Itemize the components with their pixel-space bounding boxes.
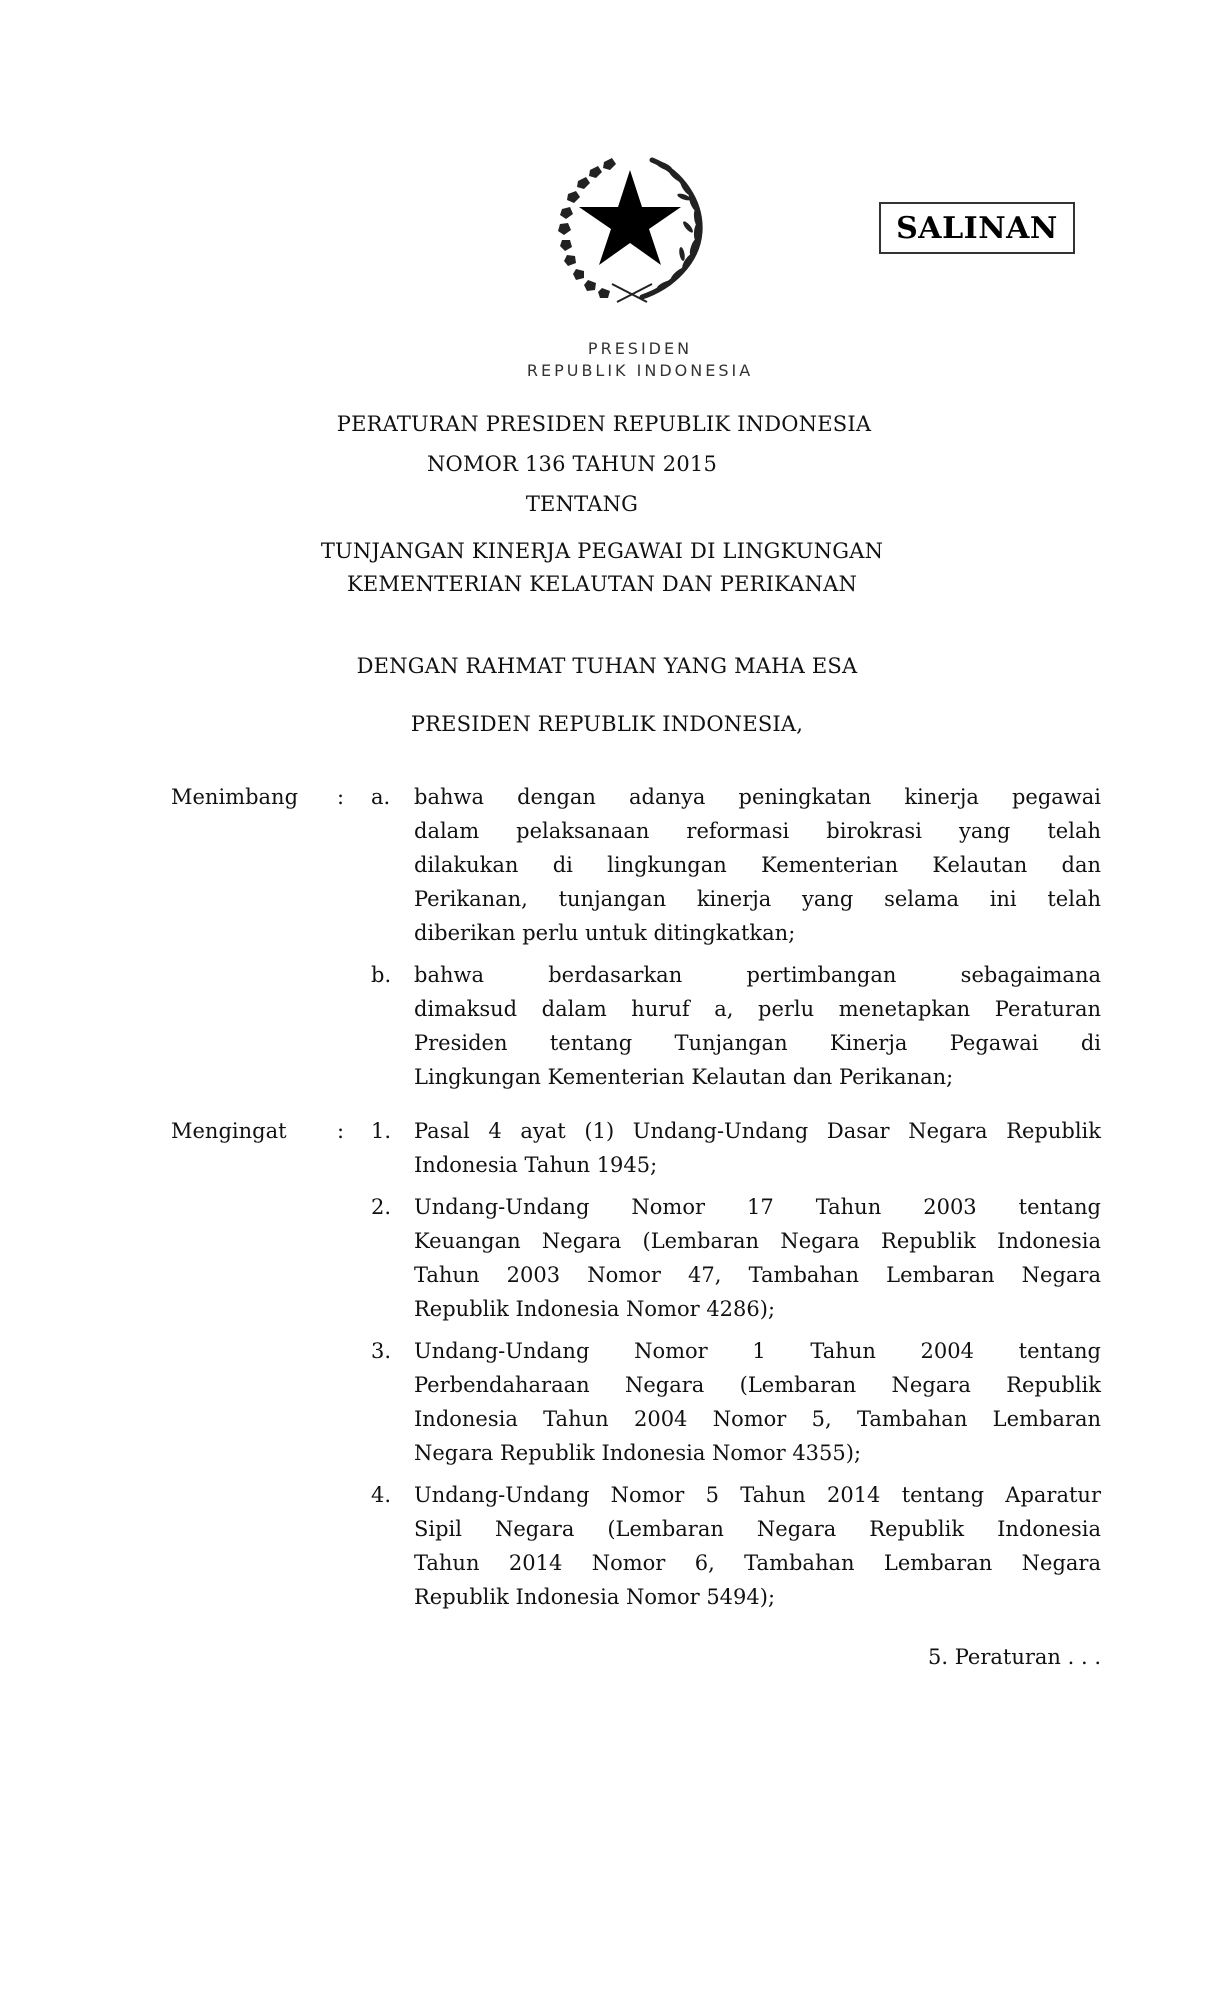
item-line: Perbendaharaan Negara (Lembaran Negara Republik: [414, 1373, 1101, 1397]
item-line: Presiden tentang Tunjangan Kinerja Pegawai di: [414, 1031, 1101, 1055]
regulation-subject-line-1: TUNJANGAN KINERJA PEGAWAI DI LINGKUNGAN: [320, 539, 884, 563]
item-line: Undang-Undang Nomor 5 Tahun 2014 tentang Aparatur: [414, 1483, 1101, 1507]
item-line: Republik Indonesia Nomor 5494);: [414, 1585, 776, 1609]
legal-basis-item-2: [371, 1190, 1101, 1326]
emblem-caption-president: PRESIDEN: [587, 339, 693, 358]
star-icon: [579, 170, 681, 265]
item-line: Tahun 2014 Nomor 6, Tambahan Lembaran Negara: [414, 1551, 1101, 1575]
item-marker: 4.: [371, 1483, 392, 1507]
regulation-number: NOMOR 136 TAHUN 2015: [426, 452, 718, 476]
item-line: dimaksud dalam huruf a, perlu menetapkan Peraturan: [414, 997, 1101, 1021]
regulation-title: PERATURAN PRESIDEN REPUBLIK INDONESIA: [336, 412, 872, 436]
item-line: dilakukan di lingkungan Kementerian Kelautan dan: [414, 853, 1101, 877]
section-colon: :: [337, 785, 345, 809]
regulation-subject-line-2: KEMENTERIAN KELAUTAN DAN PERIKANAN: [346, 572, 858, 596]
issuing-authority: PRESIDEN REPUBLIK INDONESIA,: [410, 712, 804, 736]
item-marker: a.: [371, 785, 391, 809]
legal-basis-item-1: [371, 1114, 1101, 1182]
item-line: Undang-Undang Nomor 17 Tahun 2003 tentang: [414, 1195, 1101, 1219]
item-line: dalam pelaksanaan reformasi birokrasi yang telah: [414, 819, 1101, 843]
consideration-item-b: [371, 958, 1101, 1094]
item-line: Undang-Undang Nomor 1 Tahun 2004 tentang: [414, 1339, 1101, 1363]
item-line: Pasal 4 ayat (1) Undang-Undang Dasar Negara Republik: [414, 1119, 1101, 1143]
invocation: DENGAN RAHMAT TUHAN YANG MAHA ESA: [356, 654, 858, 678]
item-line: bahwa dengan adanya peningkatan kinerja pegawai: [414, 785, 1101, 809]
legal-basis-item-4: [371, 1478, 1101, 1614]
item-line: Tahun 2003 Nomor 47, Tambahan Lembaran Negara: [414, 1263, 1101, 1287]
item-line: Republik Indonesia Nomor 4286);: [414, 1297, 776, 1321]
page-continuation-marker: 5. Peraturan . . .: [928, 1645, 1101, 1669]
section-label: Menimbang: [171, 785, 299, 809]
item-marker: 2.: [371, 1195, 392, 1219]
item-marker: 3.: [371, 1339, 392, 1363]
item-marker: b.: [371, 963, 392, 987]
item-line: Lingkungan Kementerian Kelautan dan Perikanan;: [414, 1065, 954, 1089]
legal-basis-item-3: [371, 1334, 1101, 1470]
item-line: Keuangan Negara (Lembaran Negara Republik Indonesia: [414, 1229, 1101, 1253]
salinan-stamp: SALINAN: [879, 202, 1075, 254]
presidential-emblem-icon: [552, 152, 714, 304]
item-line: Negara Republik Indonesia Nomor 4355);: [414, 1441, 862, 1465]
item-line: bahwa berdasarkan pertimbangan sebagaimana: [414, 963, 1101, 987]
regulation-about: TENTANG: [525, 492, 639, 516]
section-colon: :: [337, 1119, 345, 1143]
consideration-item-a: [371, 780, 1101, 950]
item-line: Indonesia Tahun 2004 Nomor 5, Tambahan Lembaran: [414, 1407, 1101, 1431]
item-line: diberikan perlu untuk ditingkatkan;: [414, 921, 796, 945]
item-line: Sipil Negara (Lembaran Negara Republik Indonesia: [414, 1517, 1101, 1541]
item-line: Perikanan, tunjangan kinerja yang selama ini telah: [414, 887, 1101, 911]
item-marker: 1.: [371, 1119, 392, 1143]
section-label: Mengingat: [171, 1119, 287, 1143]
item-line: Indonesia Tahun 1945;: [414, 1153, 658, 1177]
emblem-caption-republic: REPUBLIK INDONESIA: [526, 361, 754, 380]
